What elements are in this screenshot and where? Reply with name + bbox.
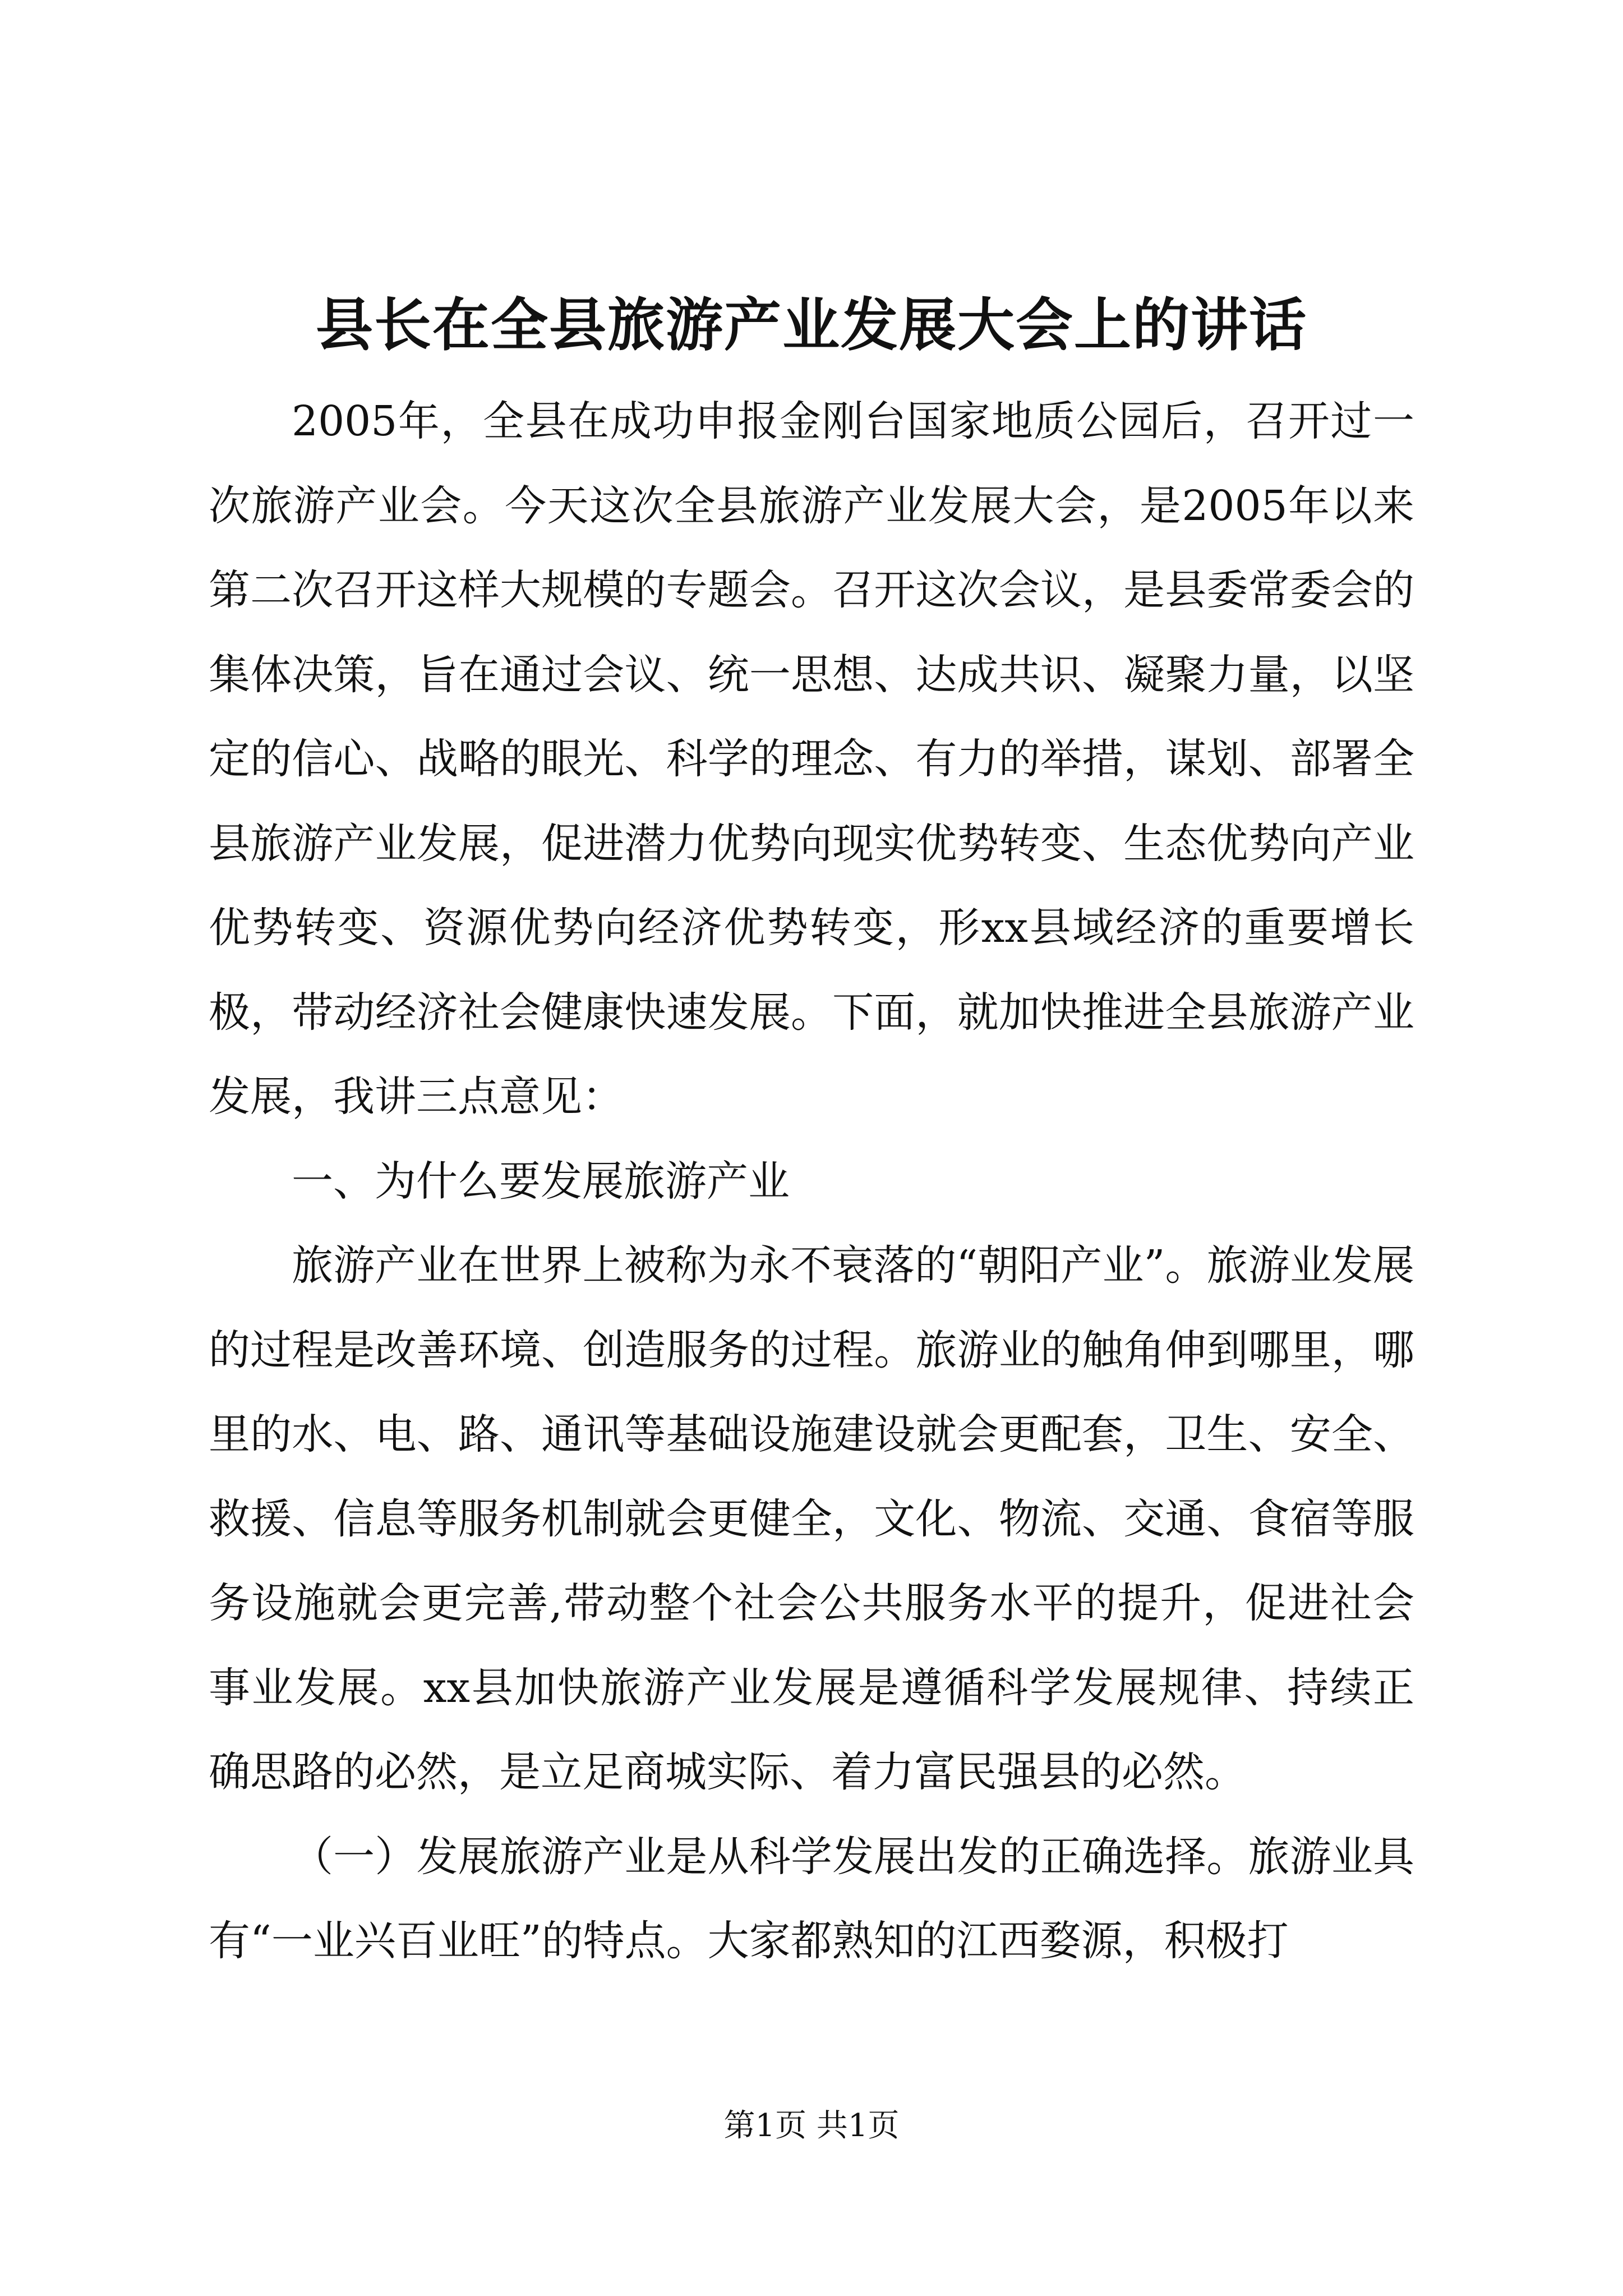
paragraph-subsection-1: （一）发展旅游产业是从科学发展出发的正确选择。旅游业具有“一业兴百业旺”的特点。大家都熟知的江西婺源，积极打 [209,1832,1414,1965]
document-title: 县长在全县旅游产业发展大会上的讲话 [316,292,1307,359]
section-heading-1: 一、为什么要发展旅游产业 [292,1157,790,1205]
paragraph-section-1: 旅游产业在世界上被称为永不衰落的“朝阳产业”。旅游业发展的过程是改善环境、创造服务的过程。旅游业的触角伸到哪里，哪里的水、电、路、通讯等基础设施建设就会更配套，卫生、安全、救援、信息等服务机制就会更健全，文化、物流、交通、食宿等服务设施就会更完善,带动整个社会公共服务水平的提升，促进社会事业发展。xx县加快旅游产业发展是遵循科学发展规律、持续正确思路的必然，是立足商城实际、着力富民强县的必然。 [209,1241,1414,1796]
page-footer: 第1页 共1页 [723,2108,900,2144]
document-body [209,379,1414,1984]
paragraph-intro: 2005年，全县在成功申报金刚台国家地质公园后，召开过一次旅游产业会。今天这次全县旅游产业发展大会，是2005年以来第二次召开这样大规模的专题会。召开这次会议，是县委常委会的集体决策，旨在通过会议、统一思想、达成共识、凝聚力量，以坚定的信心、战略的眼光、科学的理念、有力的举措，谋划、部署全县旅游产业发展，促进潜力优势向现实优势转变、生态优势向产业优势转变、资源优势向经济优势转变，形xx县域经济的重要增长极，带动经济社会健康快速发展。下面，就加快推进全县旅游产业发展，我讲三点意见： [209,397,1414,1121]
